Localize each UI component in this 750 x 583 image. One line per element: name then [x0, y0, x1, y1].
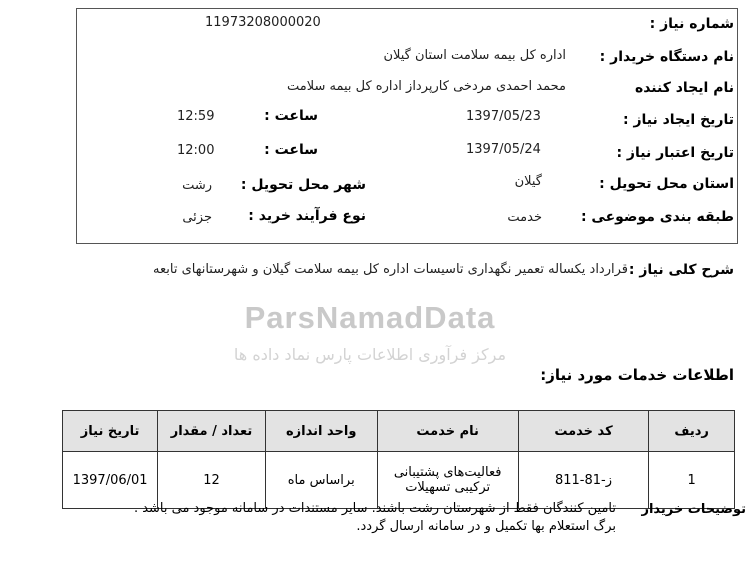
city-label: شهر محل تحویل : — [240, 177, 366, 193]
category-label: طبقه بندی موضوعی : — [580, 209, 734, 225]
need-date-cell: 1397/06/01 — [63, 452, 158, 509]
province-label: استان محل تحویل : — [599, 176, 734, 192]
need-number-value: 11973208000020 — [205, 15, 321, 30]
creator-label: نام ایجاد کننده — [634, 80, 734, 96]
validity-date-value: 1397/05/24 — [466, 142, 541, 157]
col-date-header: تاریخ نیاز — [63, 411, 158, 452]
col-code-header: کد خدمت — [518, 411, 649, 452]
created-date-label: تاریخ ایجاد نیاز : — [622, 112, 734, 128]
process-value: جزئی — [182, 210, 212, 225]
category-value: خدمت — [507, 210, 542, 225]
col-unit-header: واحد اندازه — [265, 411, 377, 452]
services-title: اطلاعات خدمات مورد نیاز: — [540, 366, 734, 384]
col-name-header: نام خدمت — [377, 411, 518, 452]
watermark-subtitle: مرکز فرآوری اطلاعات پارس نماد داده ها — [233, 345, 507, 364]
buyer-notes-text: تامین کنندگان فقط از شهرستان رشت باشند. سایر مستندات در سامانه موجود می باشد . برگ استعلام بها تکمیل و در سامانه ارسال گردد. — [133, 501, 616, 534]
province-value: گیلان — [514, 174, 542, 189]
service-name-cell: فعالیت‌های پشتیبانی ترکیبی تسهیلات — [377, 452, 518, 509]
created-date-value: 1397/05/23 — [466, 109, 541, 124]
unit-cell: براساس ماه — [265, 452, 377, 509]
process-label: نوع فرآیند خرید : — [248, 208, 366, 224]
services-table — [62, 410, 735, 509]
buyer-label: نام دستگاه خریدار : — [599, 49, 734, 65]
services-header-row — [63, 411, 735, 452]
buyer-notes-label: توضیحات خریدار — [641, 502, 746, 517]
quantity-cell: 12 — [158, 452, 266, 509]
validity-date-label: تاریخ اعتبار نیاز : — [616, 145, 734, 161]
city-value: رشت — [182, 178, 212, 193]
created-time-value: 12:59 — [177, 109, 215, 124]
summary-label: شرح کلی نیاز : — [628, 262, 734, 278]
col-row-header: ردیف — [649, 411, 735, 452]
validity-time-value: 12:00 — [177, 143, 215, 158]
col-qty-header: تعداد / مقدار — [158, 411, 266, 452]
creator-value: محمد احمدی مردخی کارپرداز اداره کل بیمه سلامت — [286, 79, 566, 94]
created-time-label: ساعت : — [264, 108, 318, 124]
row-number-cell: 1 — [649, 452, 735, 509]
need-number-label: شماره نیاز : — [649, 16, 734, 32]
validity-time-label: ساعت : — [264, 142, 318, 158]
buyer-value: اداره کل بیمه سلامت استان گیلان — [383, 48, 566, 63]
service-code-cell: ز-81-811 — [518, 452, 649, 509]
watermark-brand: ParsNamadData — [244, 300, 496, 335]
summary-text: قرارداد یکساله تعمیر نگهداری تاسیسات اداره کل بیمه سلامت گیلان و شهرستانهای تابعه — [153, 262, 628, 277]
